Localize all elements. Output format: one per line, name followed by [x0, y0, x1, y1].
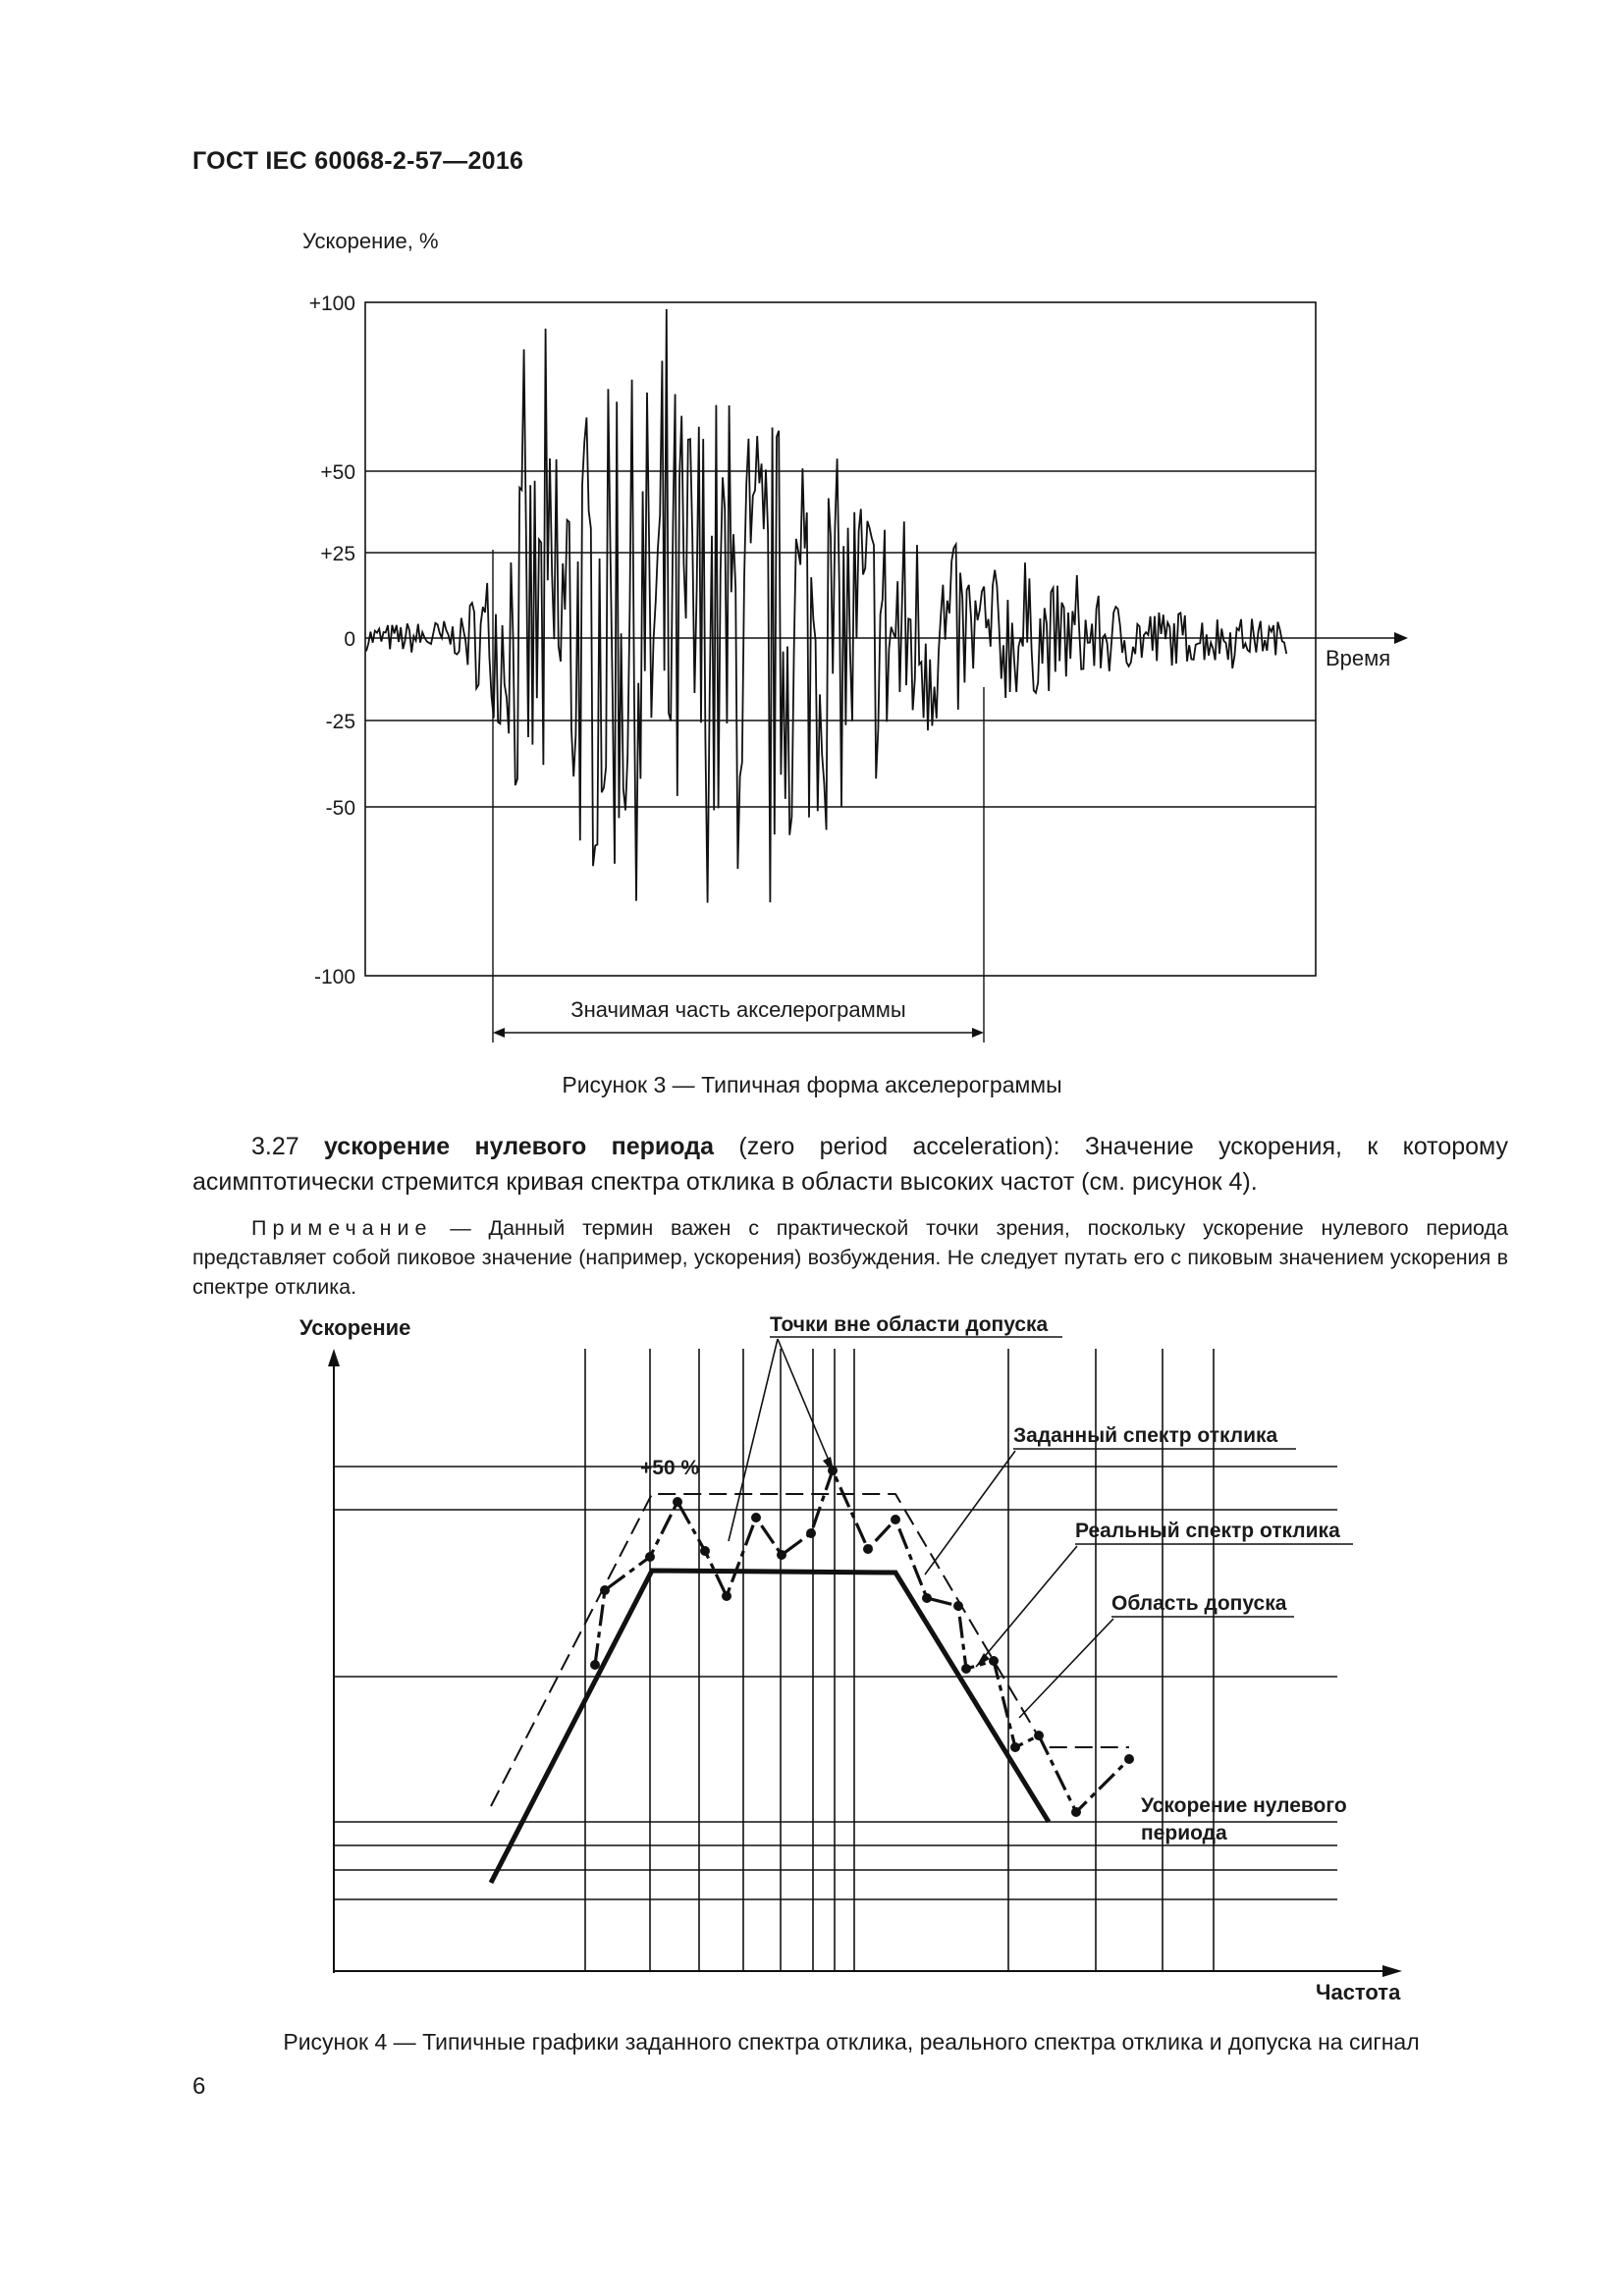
fig4-real-point	[953, 1601, 963, 1611]
fig4-real-point	[1034, 1731, 1044, 1740]
fig4-real-point	[863, 1544, 873, 1554]
fig4-real-point	[700, 1546, 710, 1556]
definition-3-27	[192, 1129, 1508, 1200]
fig4-real-point	[806, 1528, 816, 1538]
figure-3-accelerogram	[302, 229, 1408, 1042]
fig3-x-axis-label: Время	[1326, 646, 1391, 670]
fig3-tick-label: -100	[313, 966, 355, 988]
fig3-time-axis-arrow	[1394, 632, 1408, 644]
fig4-leader-out-1	[729, 1339, 778, 1541]
fig3-tick-label: -25	[325, 711, 355, 733]
definition-text: (zero period acceleration): Значение ускорения, к которому асимптотически стремится кривая спектра отклика в области высоких частот (см. рисунок 4).	[192, 1133, 1509, 1196]
fig4-real-point	[600, 1585, 610, 1595]
fig4-real-point	[777, 1550, 786, 1560]
fig4-real-point	[989, 1656, 999, 1666]
figure-4-caption: Рисунок 4 — Типичные графики заданного спектра отклика, реального спектра отклика и допуска на сигнал	[283, 2029, 1420, 2055]
fig3-span-label: Значимая часть акселерограммы	[570, 997, 906, 1022]
figure-4-response-spectra	[299, 1313, 1402, 2004]
fig4-y-axis-label: Ускорение	[299, 1315, 411, 1340]
figure-3-caption: Рисунок 3 — Типичная форма акселерограммы	[562, 1072, 1062, 1097]
fig4-real-point	[922, 1593, 932, 1603]
fig4-real-point	[722, 1591, 731, 1601]
fig4-label-tolerance: Область допуска	[1111, 1592, 1287, 1615]
fig4-leader-out-2	[778, 1339, 835, 1474]
fig4-real-point	[645, 1552, 655, 1562]
fig4-real-point	[673, 1497, 682, 1507]
fig4-label-zpa-2: периода	[1141, 1822, 1227, 1844]
note-text: — Данный термин важен с практической точки зрения, поскольку ускорение нулевого периода представляет собой пиковое значение (например, ускорения) возбуждения. Не следует путать его с пиковым значением ускорения в спектре отклика.	[192, 1216, 1508, 1299]
fig3-span-arrow-right	[972, 1028, 984, 1038]
fig4-x-axis-arrow	[1382, 1965, 1402, 1977]
definition-note	[192, 1213, 1508, 1302]
fig4-real-point	[1071, 1807, 1081, 1817]
fig3-tick-label: +100	[308, 293, 355, 315]
fig4-real-point	[590, 1660, 600, 1670]
fig4-label-real: Реальный спектр отклика	[1075, 1520, 1340, 1542]
fig4-label-required: Заданный спектр отклика	[1013, 1424, 1278, 1447]
fig3-tick-labels	[309, 293, 355, 988]
fig4-real-point	[1124, 1754, 1134, 1764]
fig4-leader-real	[976, 1546, 1077, 1667]
fig4-real-spectrum	[595, 1470, 1129, 1812]
fig3-y-axis-label: Ускорение, %	[302, 229, 439, 253]
fig4-real-point	[1010, 1742, 1020, 1752]
fig4-real-point	[751, 1513, 761, 1522]
fig3-tick-label: +25	[320, 543, 355, 565]
fig3-tick-label: -50	[325, 797, 355, 820]
fig3-signal-trace	[366, 309, 1286, 903]
note-lead: Примечание	[251, 1216, 433, 1240]
definition-term: ускорение нулевого периода	[324, 1133, 715, 1160]
fig3-tick-label: 0	[344, 628, 355, 651]
definition-number: 3.27	[251, 1133, 299, 1160]
fig4-x-axis-label: Частота	[1316, 1980, 1401, 2004]
fig4-real-point	[891, 1515, 900, 1524]
fig4-leader-tolerance	[1019, 1619, 1113, 1718]
document-header: ГОСТ IEC 60068-2-57—2016	[192, 147, 524, 175]
fig4-leader-required	[925, 1451, 1015, 1575]
fig4-label-out-of-tolerance: Точки вне области допуска	[770, 1313, 1049, 1336]
fig4-label-zpa-1: Ускорение нулевого	[1141, 1794, 1347, 1817]
fig4-tolerance-curve	[491, 1494, 1129, 1806]
fig4-label-plus50: +50 %	[640, 1457, 700, 1479]
fig4-real-point	[961, 1664, 971, 1674]
fig3-span-arrow-left	[493, 1028, 505, 1038]
fig4-y-axis-arrow	[328, 1349, 340, 1366]
fig4-required-spectrum	[491, 1571, 1049, 1883]
page-number: 6	[192, 2073, 206, 2100]
fig3-tick-label: +50	[320, 461, 355, 484]
